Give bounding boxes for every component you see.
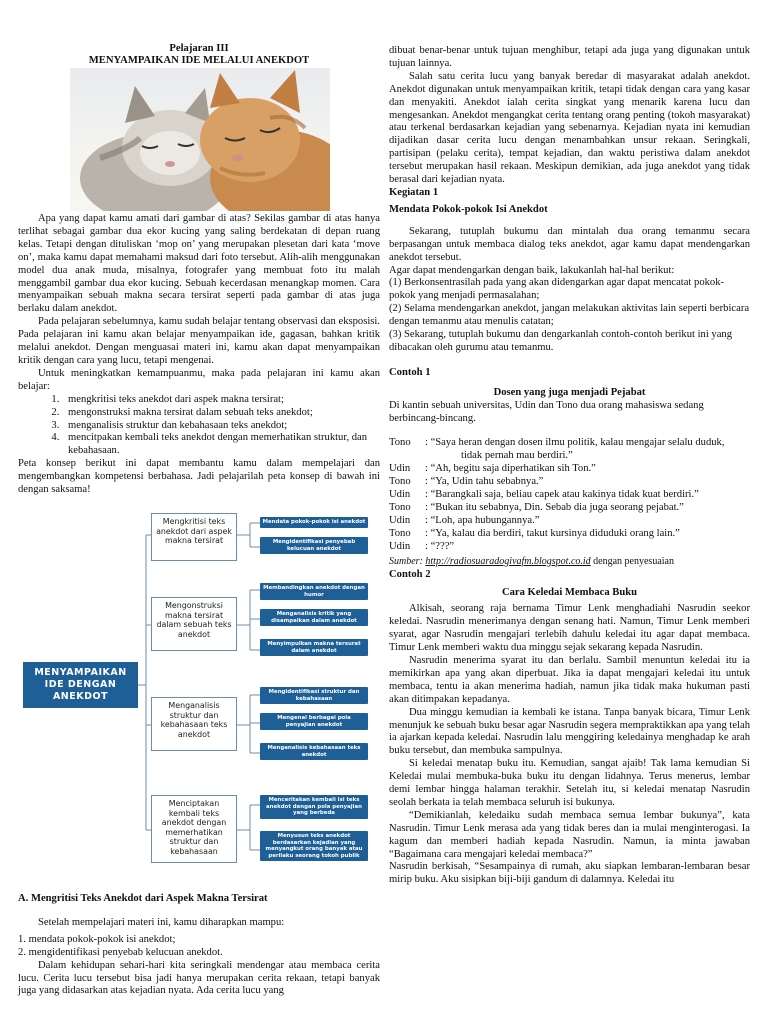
section-a-intro: Setelah mempelajari materi ini, kamu diharapkan mampu: <box>38 916 285 928</box>
source-link[interactable]: http://radiosuaradogivafm.blogspot.co.id <box>425 555 591 567</box>
dialog-speaker: Tono <box>389 437 411 449</box>
source-label: Sumber: <box>389 555 423 567</box>
right-column <box>389 45 750 887</box>
activity-title: Mendata Pokok-pokok Isi Anekdot <box>389 203 548 215</box>
dialog-speaker: Tono <box>389 502 411 513</box>
two-cats-photo <box>70 68 330 211</box>
concept-leaf: Mengidentifikasi penyebab kelucuan anekdot <box>260 537 368 554</box>
concept-leaf: Menganalisis kebahasaan teks anekdot <box>260 743 368 760</box>
dialog-text: : “???” <box>425 540 455 552</box>
right-paragraph-1: dibuat benar-benar untuk tujuan menghibur, tetapi ada juga yang digunakan untuk tujuan lainnya. <box>389 45 750 69</box>
dialog-speaker: Tono <box>389 527 411 539</box>
concept-map <box>18 505 378 880</box>
intro-paragraph-4: Peta konsep berikut ini dapat membantu kamu dalam mempelajari dan mengembangkan kompetensi berbahasa. Jadi pelajarilah peta konsep di bawah ini dengan saksama! <box>18 458 380 496</box>
concept-leaf: Mengenal berbagai pola penyajian anekdot <box>260 713 368 730</box>
dialog-text: : “Ah, begitu saja diperhatikan sih Ton.” <box>425 463 596 475</box>
dialog-text: : “Barangkali saja, beliau capek atau kakinya tidak kuat berdiri.” <box>425 489 699 501</box>
list-item: 4. mencitpakan kembali teks anekdot dengan memerhatikan struktur, dan kebahasaan. <box>62 432 380 458</box>
learning-goals-list <box>18 394 380 459</box>
story-paragraph: Alkisah, seorang raja bernama Timur Lenk menghadiahi Nasrudin seekor keledai. Nasrudin menerimanya dengan senang hati. Namun, Timur Lenk memberi syarat, agar Nasrudin mengajari terlebih dahulu keledai itu agar dapat membaca. Timur Lenk memberi waktu dua minggu sejak sekarang kepada Nasrudin. <box>389 603 750 654</box>
lesson-number: Pelajaran III <box>169 43 229 54</box>
dialog-line <box>389 476 750 489</box>
concept-leaf: Menceritakan kembali isi teks anekdot dengan pola penyajian yang berbeda <box>260 795 368 819</box>
concept-leaf: Membandingkan anekdot dengan humor <box>260 583 368 600</box>
dialog-line <box>389 502 750 515</box>
dialog-text: : “Ya, kalau dia berdiri, takut kursinya diduduki orang lain.” <box>425 527 680 539</box>
concept-node-3: Menganalisis struktur dan kebahasaan teks anekdot <box>151 697 237 751</box>
dialog-text: : “Ya, Udin tahu sebabnya.” <box>425 476 544 488</box>
cats-illustration <box>70 68 330 211</box>
dialog-continuation: tidak pernah mau berdiri.” <box>461 450 573 462</box>
concept-map-main-node: MENYAMPAIKAN IDE DENGAN ANEKDOT <box>23 662 138 708</box>
concept-leaf: Menyusun teks anekdot berdasarkan kejadian yang menyangkut orang banyak atau perilaku seorang tokoh publik <box>260 831 368 861</box>
story-paragraph: Si keledai menatap buku itu. Kemudian, sangat ajaib! Tak lama kemudian Si Keledai mulai membuka-buka buku itu dengan lidahnya. Terus menerus, lembar demi lembar hingga halaman terakhir. Setelah itu, si keledai menatap Nasrudin seolah berkata ia telah membaca seluruh isi bukunya. <box>389 758 750 808</box>
source-tail: dengan penyesuaian <box>590 555 674 567</box>
lesson-title: MENYAMPAIKAN IDE MELALUI ANEKDOT <box>88 55 310 66</box>
dialog-speaker: Tono <box>389 476 411 488</box>
dialog-speaker: Udin <box>389 463 411 475</box>
example-1-intro: Di kantin sebuah universitas, Udin dan Tono dua orang mahasiswa sedang berbincang-bincang. <box>389 399 704 424</box>
story-paragraph: Dua minggu kemudian ia kembali ke istana. Tanpa banyak bicara, Timur Lenk menunjuk ke sebuah buku besar agar Nasrudin segera mempraktikkan apa yang telah ia ajarkan kepada keledai. Nasrudin lalu menggiring keledainya menghadap ke arah buku tersebut, dan membuka sampulnya. <box>389 706 750 757</box>
story-paragraph: Nasrudin menerima syarat itu dan berlalu. Sambil menuntun keledai itu ia memikirkan apa yang akan diperbuat. Jika ia dapat mengajari keledai itu untuk membaca, tentu ia akan menerima hadiah, namun jika tidak maka hukuman pasti akan ditimpakan kepadanya. <box>389 654 750 705</box>
section-a-heading: A. Mengritisi Teks Anekdot dari Aspek Makna Tersirat <box>18 893 268 904</box>
list-item: (3) Sekarang, tutuplah bukumu dan dengarkanlah contoh-contoh berikut ini yang dibacakan oleh gurumu atau temanmu. <box>389 329 733 353</box>
concept-node-1: Mengkritisi teks anekdot dari aspek makna tersirat <box>151 513 237 561</box>
concept-leaf: Menganalisis kritik yang disampaikan dalam anekdot <box>260 609 368 626</box>
concept-leaf: Menyimpulkan makna tersurat dalam anekdot <box>260 639 368 656</box>
concept-node-2: Mengonstruksi makna tersirat dalam sebuah teks anekdot <box>151 597 237 651</box>
section-a <box>18 893 380 998</box>
dialog-block <box>389 437 750 553</box>
activity-label: Kegiatan 1 <box>389 186 439 198</box>
list-item: (2) Selama mendengarkan anekdot, jangan melakukan aktivitas lain seperti berbicara dengan temanmu atau menulis catatan; <box>389 303 750 328</box>
activity-paragraph-2: Agar dapat mendengarkan dengan baik, lakukanlah hal-hal berikut: <box>389 264 675 276</box>
dialog-speaker: Udin <box>389 514 411 526</box>
right-paragraph-2: Salah satu cerita lucu yang banyak beredar di masyarakat adalah anekdot. Anekdot digunakan untuk menyampaikan kritik, tetapi tidak dengan cara yang kasar dan menyakiti. Anekdot ialah cerita singkat yang menarik karena lucu dan mengesankan. Anekdot mengangkat cerita tentang orang penting (tokoh masyarakat) atau terkenal berdasarkan kejadian yang sebenarnya. Kejadian nyata ini kemudian dijadikan dasar cerita lucu dengan menambahkan unsur rekaan. Seringkali, partisipan (pelaku cerita), tempat kejadian, dan waktu peristiwa dalam anekdot tersebut merupakan hasil rekaan. Meskipun demikian, ada juga anekdot yang tidak berasal dari kejadian nyata. <box>389 70 750 186</box>
source-line <box>389 556 750 569</box>
dialog-text: : “Loh, apa hubungannya.” <box>425 514 540 526</box>
example-2-label: Contoh 2 <box>389 568 431 580</box>
example-1-title: Dosen yang juga menjadi Pejabat <box>493 386 646 398</box>
list-item: 2. mengonstruksi makna tersirat dalam sebuah teks anekdot; <box>62 407 380 420</box>
list-item: 2. mengidentifikasi penyebab kelucuan anekdot. <box>18 946 223 958</box>
list-item: 3. menganalisis struktur dan kebahasaan teks anekdot; <box>62 420 380 433</box>
concept-leaf: Mengidentifikasi struktur dan kebahasaan <box>260 687 368 704</box>
dialog-line <box>389 528 750 541</box>
dialog-line <box>389 489 750 502</box>
activity-paragraph-1: Sekarang, tutuplah bukumu dan mintalah dua orang temanmu secara berpasangan untuk membaca dialog teks anekdot, agar kamu dapat mendengarkan anekdot tersebut. <box>389 225 750 263</box>
intro-paragraph-2: Pada pelajaran sebelumnya, kamu sudah belajar tentang observasi dan eksposisi. Pada pelajaran ini kamu akan belajar menyampaikan ide, gagasan, bahkan kritik melalui anekdot. Dengan menguasai materi ini, kamu akan dapat menyampaikan kritik dengan cara yang lucu, tetapi mengenai. <box>18 316 380 366</box>
dialog-speaker: Udin <box>389 489 411 501</box>
dialog-line <box>389 541 750 554</box>
story-paragraph: “Demikianlah, keledaiku sudah membaca semua lembar bukunya”, kata Nasrudin. Timur Lenk merasa ada yang tidak beres dan ia mulai menginterogasi. Ia kagum dan memberi hadiah kepada Nasrudin. Namun, ia minta jawaban “Bagaimana cara mengajari keledai membaca?” <box>389 809 750 860</box>
example-2-title: Cara Keledai Membaca Buku <box>501 587 638 599</box>
section-a-paragraph: Dalam kehidupan sehari-hari kita seringkali mendengar atau membaca cerita lucu. Cerita lucu tersebut bisa jadi hanya merupakan cerita rekaan, tetapi banyak juga yang didasarkan atas kejadian nyata. Ada cerita lucu yang <box>18 959 380 997</box>
list-item: 1. mengkritisi teks anekdot dari aspek makna tersirat; <box>62 394 380 407</box>
list-item: 1. mendata pokok-pokok isi anekdot; <box>18 933 176 945</box>
concept-node-4: Menciptakan kembali teks anekdot dengan memerhatikan struktur dan kebahasaan <box>151 795 237 863</box>
concept-leaf: Mendata pokok-pokok isi anekdot <box>260 517 368 528</box>
list-item: (1) Berkonsentrasilah pada yang akan didengarkan agar dapat mencatat pokok-pokok yang menjadi permasalahan; <box>389 277 725 302</box>
dialog-speaker: Udin <box>389 540 411 552</box>
intro-paragraph-1: Apa yang dapat kamu amati dari gambar di atas? Sekilas gambar di atas hanya terlihat sebagai gambar dua ekor kucing yang saling berdekatan di depan ruang kelas. Tetapi dengan dituliskan ‘mop on’ yang merupakan plesetan dari kata ‘move on’, maka kamu dapat memahami maksud dari foto tersebut. Alih-alih menggunakan model dua anak muda, misalnya, fotografer yang membuat foto itu malah menggambil gambar dua ekor kucing. Sebuah kecerdasan menangkap momen. Cara menyampaikan sebuah makna secara tersirat seperti pada gambar di atas juga berlaku dalam anekdot. <box>18 213 380 315</box>
dialog-line <box>389 437 750 450</box>
dialog-line <box>389 463 750 476</box>
example-1-label: Contoh 1 <box>389 366 431 378</box>
dialog-line <box>389 515 750 528</box>
story-paragraph: Nasrudin berkisah, “Sesampainya di rumah, aku siapkan lembaran-lembaran besar mirip buku. Aku sisipkan biji-biji gandum di dalamnya. Keledai itu <box>389 861 750 886</box>
dialog-text: : “Bukan itu sebabnya, Din. Sebab dia juga seorang pejabat.” <box>425 502 684 513</box>
dialog-text: : “Saya heran dengan dosen ilmu politik, kalau mengajar selalu duduk, <box>425 437 725 449</box>
intro-paragraph-3: Untuk meningkatkan kemampuanmu, maka pada pelajaran ini kamu akan belajar: <box>18 367 380 392</box>
left-text-block <box>18 213 380 497</box>
